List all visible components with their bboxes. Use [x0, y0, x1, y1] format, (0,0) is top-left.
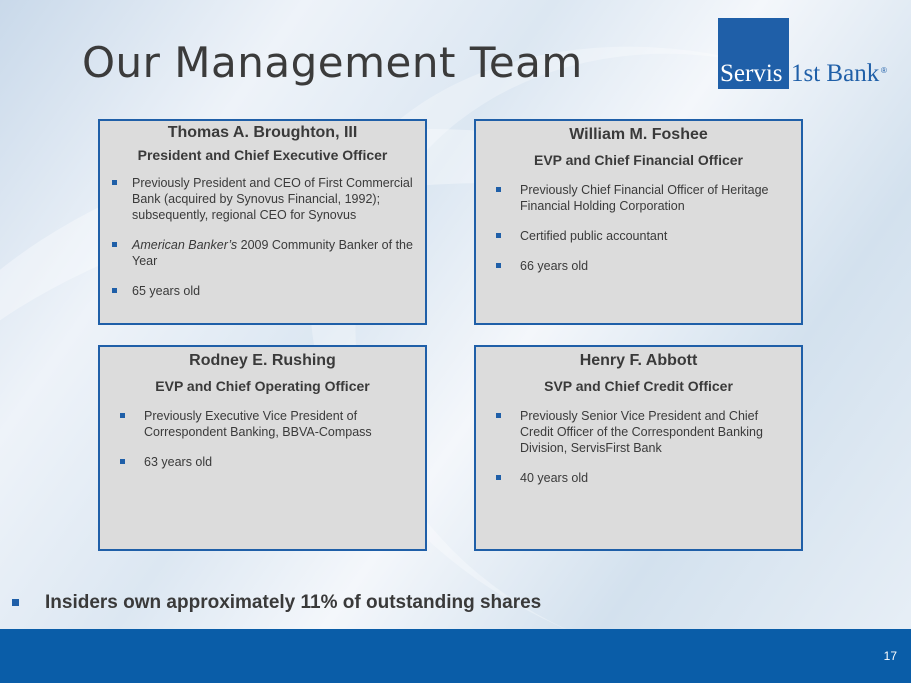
- member-name: William M. Foshee: [569, 126, 708, 143]
- bullet-item: [110, 237, 415, 269]
- member-role: President and Chief Executive Officer: [137, 147, 388, 163]
- bullet-item: [110, 408, 415, 440]
- member-role: EVP and Chief Financial Officer: [533, 152, 743, 168]
- bullet-text: 65 years old: [132, 284, 201, 298]
- bullet-text: Previously President and CEO of First Commercial Bank (acquired by Synovus Financial, 1992); subsequently, regional CEO for Synovus: [132, 176, 413, 222]
- team-card-cco: [474, 345, 803, 551]
- logo-text-1st-bank: 1st Bank: [791, 60, 880, 87]
- insider-ownership-note: [12, 592, 541, 614]
- bullet-item: [110, 454, 415, 470]
- team-card-coo: [98, 345, 427, 551]
- bullet-text: Certified public accountant: [520, 229, 668, 243]
- bullet-icon: [120, 413, 125, 418]
- bullet-icon: [496, 263, 501, 268]
- bullet-item: [486, 408, 791, 456]
- bullet-list: [110, 408, 415, 470]
- logo-text-servis: Servis: [720, 60, 783, 87]
- bullet-list: [486, 408, 791, 486]
- page-number: 17: [883, 649, 897, 663]
- bullet-text: 66 years old: [520, 259, 589, 273]
- bullet-text: Previously Chief Financial Officer of Heritage Financial Holding Corporation: [520, 183, 769, 213]
- bullet-icon: [496, 233, 501, 238]
- servisfirst-logo: [718, 18, 893, 90]
- bullet-item: [486, 182, 791, 214]
- bullet-list: [486, 182, 791, 274]
- member-name: Henry F. Abbott: [579, 352, 698, 369]
- member-name: Thomas A. Broughton, III: [167, 124, 358, 141]
- member-role: SVP and Chief Credit Officer: [544, 378, 733, 394]
- bullet-icon: [120, 459, 125, 464]
- bullet-icon: [496, 187, 501, 192]
- bullet-text: 40 years old: [520, 471, 589, 485]
- bullet-list: [110, 175, 415, 299]
- bullet-icon: [112, 242, 117, 247]
- bullet-icon: [112, 288, 117, 293]
- note-text: Insiders own approximately 11% of outstanding shares: [45, 592, 542, 613]
- bullet-item: [110, 175, 415, 223]
- logo-registered-mark: ®: [881, 66, 887, 75]
- bullet-item: [486, 258, 791, 274]
- bullet-item: [486, 470, 791, 486]
- bullet-item: [110, 283, 415, 299]
- bullet-text: 2009 Community Banker of the Year: [132, 238, 413, 268]
- team-card-cfo: [474, 119, 803, 325]
- bullet-icon: [496, 475, 501, 480]
- footer-bar: [0, 629, 911, 683]
- bullet-item: [486, 228, 791, 244]
- bullet-icon: [12, 599, 19, 606]
- bullet-text: 63 years old: [144, 455, 213, 469]
- team-card-ceo: [98, 119, 427, 325]
- bullet-icon: [112, 180, 117, 185]
- member-name: Rodney E. Rushing: [189, 352, 336, 369]
- member-role: EVP and Chief Operating Officer: [155, 378, 370, 394]
- slide-title: Our Management Team: [82, 38, 583, 87]
- bullet-text-italic: American Banker’s: [132, 238, 238, 252]
- bullet-icon: [496, 413, 501, 418]
- bullet-text: Previously Executive Vice President of Correspondent Banking, BBVA-Compass: [144, 409, 372, 439]
- bullet-text: Previously Senior Vice President and Chief Credit Officer of the Correspondent Banking Division, ServisFirst Bank: [520, 409, 763, 455]
